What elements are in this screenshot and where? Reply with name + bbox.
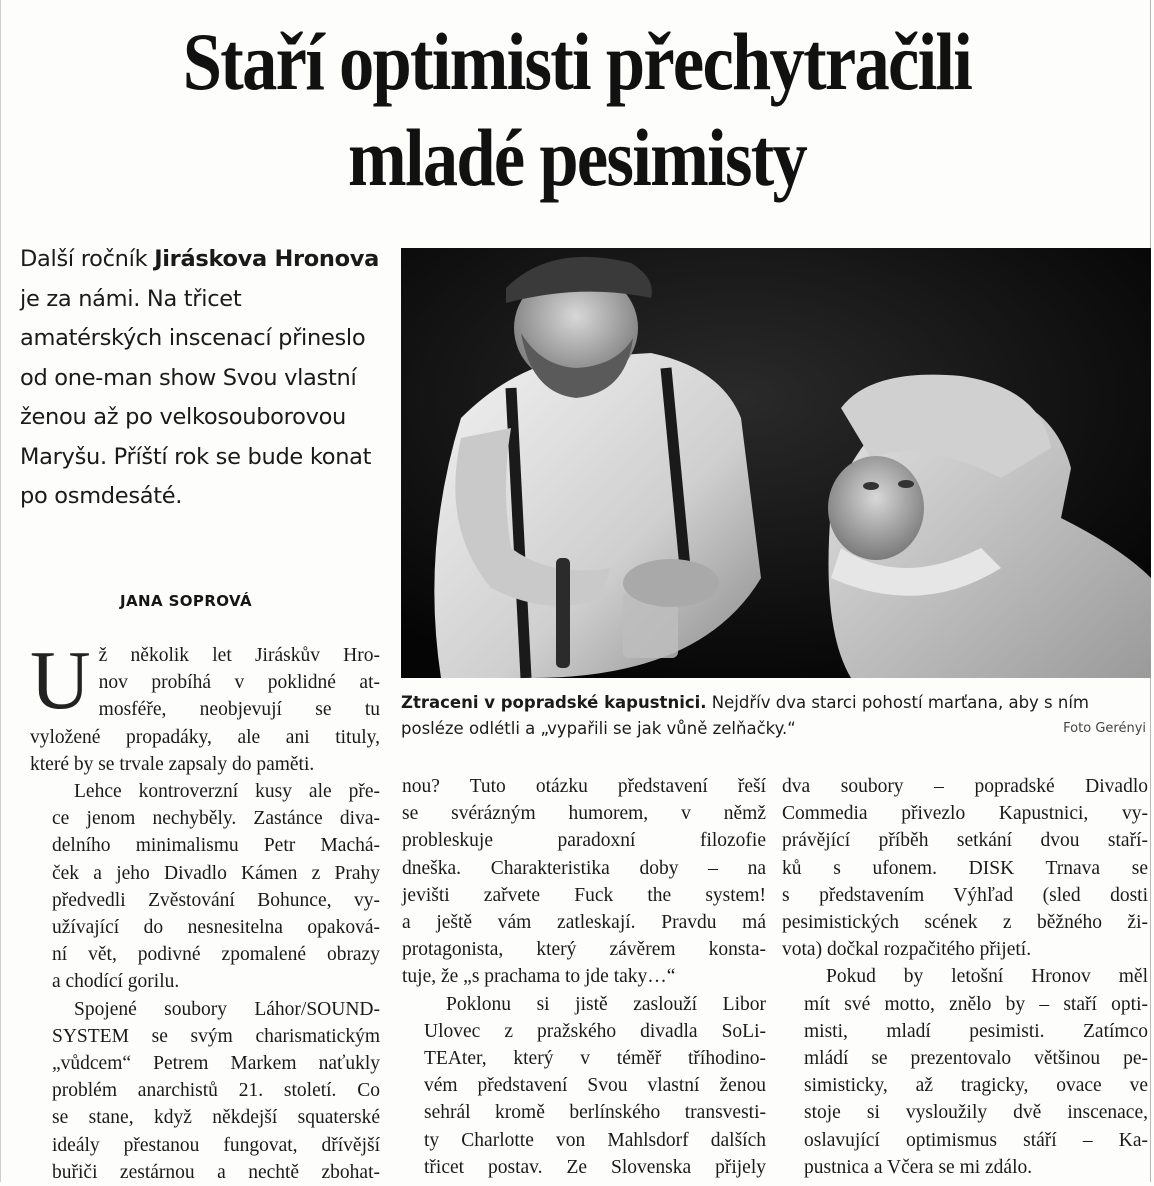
text-line: užívající do nesnesitelna opaková- — [52, 917, 380, 939]
text-line: vota) dočkal rozpačitého přijetí. — [782, 939, 1032, 961]
lead-text-start: Další ročník — [20, 246, 155, 272]
text-line: mosféře, neobjevují se tu — [98, 699, 380, 721]
caption-text: Nejdřív dva starci pohostí marťana, aby s ním posléze odlétli a „vypařili se jak vůně zelňačky.“ — [401, 693, 1090, 738]
article-paragraph — [782, 963, 1148, 1181]
text-line: právějící příběh setkání dvou staří- — [782, 830, 1148, 852]
text-line: dva soubory – popradské Divadlo — [782, 776, 1148, 797]
text-line: pesimistických scének z běžného ži- — [782, 912, 1148, 934]
text-line: TEAter, který v téměř tříhodino- — [424, 1048, 766, 1070]
text-line: Commedia přivezlo Kapustnici, vy- — [782, 803, 1148, 825]
text-line: ty Charlotte von Mahlsdorf dalších — [424, 1129, 766, 1151]
article-paragraph — [30, 996, 380, 1186]
text-line: „vůdcem“ Petrem Markem naťukly — [52, 1053, 380, 1075]
text-line: ž několik let Jiráskův Hro- — [98, 645, 380, 666]
text-line: které by se trvale zapsaly do paměti. — [30, 753, 315, 775]
text-line: mít své motto, znělo by – staří opti- — [804, 993, 1148, 1015]
text-line: předvedli Zvěstování Bohunce, vy- — [52, 889, 380, 911]
text-line: oslavující optimismus stáří – Ka- — [804, 1129, 1148, 1151]
caption-title: Ztraceni v popradské kapustnici. — [401, 693, 707, 712]
text-line: mládí se prezentovalo většinou pe- — [804, 1048, 1148, 1070]
text-line: stoje si vysloužily dvě inscenace, — [804, 1102, 1148, 1124]
text-line: ideály přestanou fungovat, dřívější — [52, 1134, 380, 1156]
photo-illustration — [401, 248, 1151, 678]
lead-text-rest: je za námi. Na třicet amatérských inscenací přineslo od one-man show Svou vlastní ženou až po velkosouborovou Maryšu. Příští rok se bude konat po osmdesáté. — [20, 285, 372, 509]
text-line: sehrál kromě berlínského transvesti- — [424, 1102, 766, 1124]
lead-bold-festival-name: Jiráskova Hronova — [154, 246, 380, 272]
theatre-photo — [401, 248, 1151, 678]
article-column-2 — [402, 773, 766, 1181]
photo-caption — [401, 690, 1146, 742]
headline-line-2: mladé pesimisty — [347, 112, 807, 203]
text-line: vém představení Svou vlastní ženou — [424, 1075, 766, 1097]
text-line: tuje, že „s prachama to jde taky…“ — [402, 966, 676, 988]
drop-cap: U — [30, 634, 91, 727]
lead-paragraph — [20, 240, 380, 517]
article-column-1 — [30, 634, 380, 1186]
text-line: Lehce kontroverzní kusy ale pře- — [74, 781, 380, 803]
text-line: pustnica a Včera se mi zdálo. — [804, 1156, 1033, 1178]
text-line: protagonista, který závěrem konsta- — [402, 939, 766, 961]
article-paragraph — [30, 778, 380, 996]
text-line: ce jenom nechyběly. Zastánce diva- — [52, 808, 380, 830]
text-line: třicet postav. Ze Slovenska přijely — [424, 1156, 766, 1178]
scan-edge-left — [0, 0, 1, 1182]
headline — [81, 14, 1073, 206]
text-line: Pokud by letošní Hronov měl — [826, 966, 1148, 988]
photo-credit: Foto Gerényi — [1063, 721, 1146, 736]
text-line: misti, mladí pesimisti. Zatímco — [804, 1020, 1148, 1042]
text-line: nov probíhá v poklidné at- — [98, 672, 380, 694]
text-line: ní vět, podivné zpomalené obrazy — [52, 944, 380, 966]
article-paragraph — [402, 991, 766, 1181]
text-line: buřiči zestárnou a nechtě zbohat- — [52, 1161, 380, 1183]
article-paragraph — [402, 773, 766, 991]
text-line: s představením Výhľad (sled dosti — [782, 884, 1148, 906]
headline-line-1: Staří optimisti přechytračili — [182, 16, 972, 107]
article-column-3 — [782, 773, 1148, 1181]
text-line: SYSTEM se svým charismatickým — [52, 1025, 380, 1047]
text-line: jevišti zařvete Fuck the system! — [402, 884, 766, 906]
text-line: Spojené soubory Láhor/SOUND- — [74, 998, 380, 1020]
article-paragraph — [30, 634, 380, 778]
text-line: ků s ufonem. DISK Trnava se — [782, 857, 1148, 879]
text-line: dneška. Charakteristika doby – na — [402, 857, 766, 879]
text-line: Ulovec z pražského divadla SoLi- — [424, 1020, 766, 1042]
text-line: Poklonu si jistě zaslouží Libor — [446, 993, 766, 1015]
text-line: problém anarchistů 21. století. Co — [52, 1080, 380, 1102]
text-line: a chodící gorilu. — [52, 971, 180, 993]
text-line: ček a jeho Divadlo Kámen z Prahy — [52, 862, 380, 884]
text-line: se svérázným humorem, v němž — [402, 803, 766, 825]
author-byline: JANA SOPROVÁ — [120, 592, 253, 610]
text-line: se stane, když někdejší squaterské — [52, 1107, 380, 1129]
text-line: probleskuje paradoxní filozofie — [402, 830, 766, 852]
text-line: delního minimalismu Petr Machá- — [52, 835, 380, 857]
text-line: a ještě vám zatleskají. Pravdu má — [402, 912, 766, 934]
text-line: vyložené propadáky, ale ani tituly, — [30, 726, 380, 748]
article-paragraph — [782, 773, 1148, 963]
text-line: simisticky, až tragicky, ovace ve — [804, 1075, 1148, 1097]
text-line: nou? Tuto otázku představení řeší — [402, 776, 766, 797]
